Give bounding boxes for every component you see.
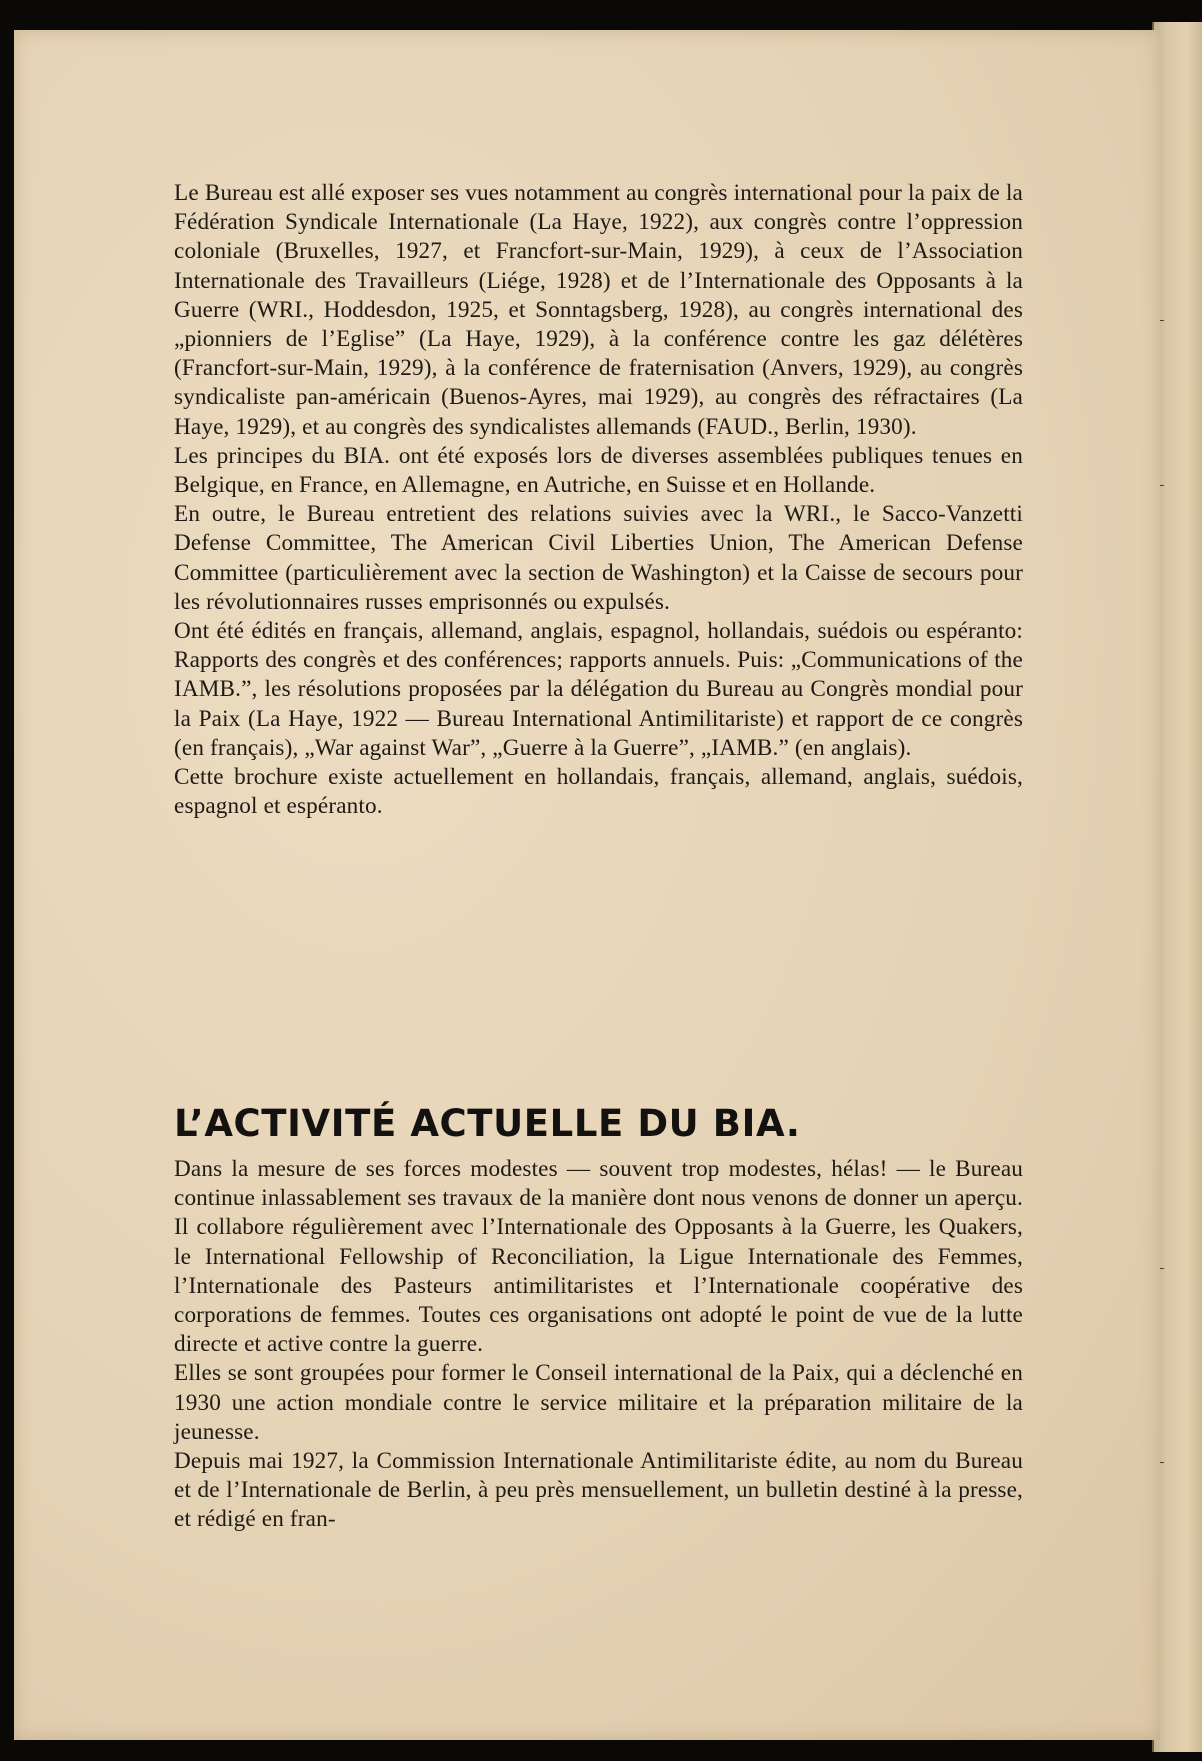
section-heading: L’ACTIVITÉ ACTUELLE DU BIA.: [174, 1102, 801, 1145]
paragraph-principles: Les principes du BIA. ont été exposés lors de diverses assemblées publiques tenues en Belgique, en France, en Allemagne, en Autriche, en Suisse et en Hollande.: [174, 442, 1023, 499]
paragraph-publications: Ont été édités en français, allemand, anglais, espagnol, hollandais, suédois ou espéranto: Rapports des congrès et des conférences; rapports annuels. Puis: „Communications of the IAMB.”, les résolutions proposées par la délégation du Bureau au Congrès mondial pour la Paix (La Haye, 1922 — Bureau International Antimilitariste) et rapport de ce congrès (en français), „War against War”, „Guerre à la Guerre”, „IAMB.” (en anglais).: [174, 618, 1023, 761]
paragraph-collaboration: Dans la mesure de ses forces modestes — souvent trop modestes, hélas! — le Bureau continue inlassablement ses travaux de la manière dont nous venons de donner un aperçu. Il collabore régulièrement avec l’Internationale des Opposants à la Guerre, les Quakers, le International Fellowship of Reconciliation, la Ligue Internationale des Femmes, l’Internationale des Pasteurs antimilitaristes et l’Internationale coopérative des corporations de femmes. Toutes ces organisations ont adopté le point de vue de la lutte directe et active contre la guerre.: [174, 1156, 1023, 1358]
paragraph-congresses: Le Bureau est allé exposer ses vues notamment au congrès international pour la paix de la Fédération Syndicale Internationale (La Haye, 1922), aux congrès contre l’oppression coloniale (Bruxelles, 1927, et Francfort-sur-Main, 1929), à ceux de l’Association Internationale des Travailleurs (Liége, 1928) et de l’Internationale des Opposants à la Guerre (WRI., Hoddesdon, 1925, et Sonntagsberg, 1928), au congrès international des „pionniers de l’Eglise” (La Haye, 1929), à la conférence contre les gaz délétères (Francfort-sur-Main, 1929), à la conférence de fraternisation (Anvers, 1929), au congrès syndicaliste pan-américain (Buenos-Ayres, mai 1929), au congrès des réfractaires (La Haye, 1929), et au congrès des syndicalistes allemands (FAUD., Berlin, 1930).: [174, 180, 1023, 440]
paragraph-bulletin: Depuis mai 1927, la Commission Internationale Antimilitariste édite, au nom du Bureau et de l’Internationale de Berlin, à peu près mensuellement, un bulletin destiné à la presse, et rédigé en fran-: [174, 1448, 1023, 1533]
paragraph-brochure-languages: Cette brochure existe actuellement en hollandais, français, allemand, anglais, suédois, espagnol et espéranto.: [174, 764, 1023, 820]
paragraph-peace-council: Elles se sont groupées pour former le Conseil international de la Paix, qui a déclenché en 1930 une action mondiale contre le service militaire et la préparation militaire de la jeunesse.: [174, 1360, 1023, 1445]
lower-text-block: [174, 1155, 1023, 1535]
upper-text-block: [174, 179, 1023, 821]
paragraph-relations: En outre, le Bureau entretient des relations suivies avec la WRI., le Sacco-Vanzetti Defense Committee, The American Civil Liberties Union, The American Defense Committee (particulièrement avec la section de Washington) et la Caisse de secours pour les révolutionnaires russes emprisonnés ou expulsés.: [174, 501, 1023, 615]
